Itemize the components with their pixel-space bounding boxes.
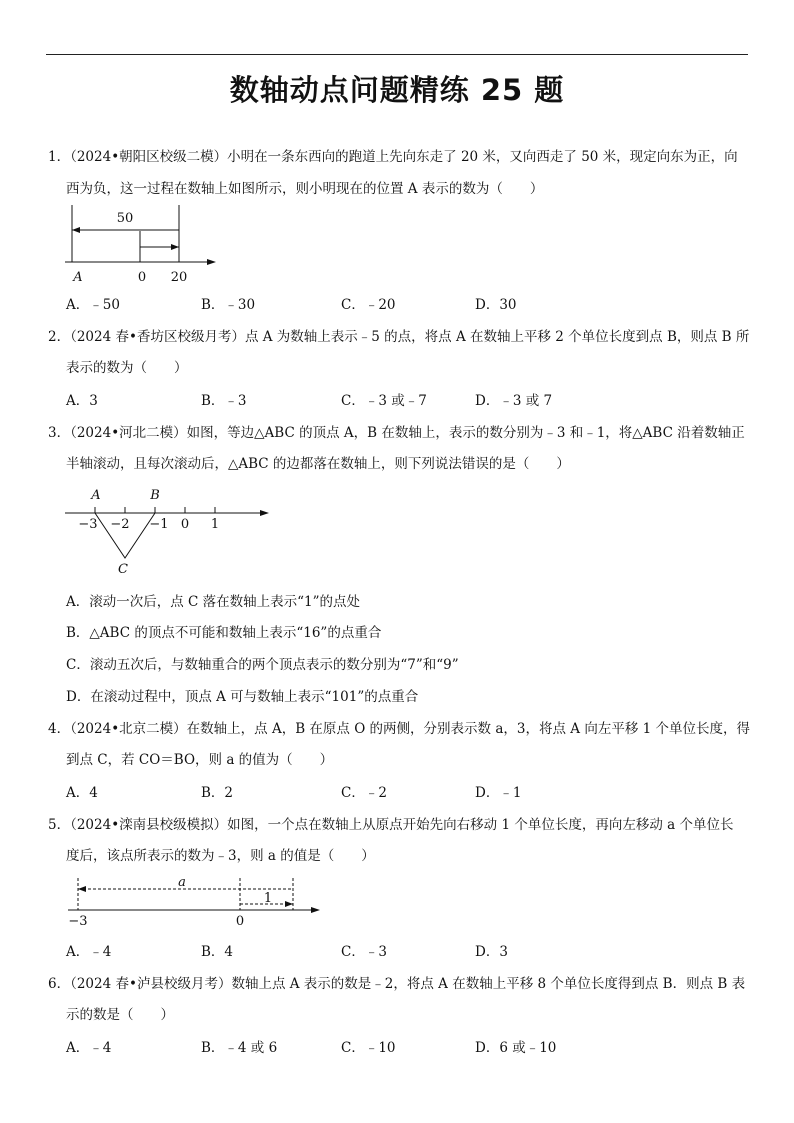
q5-tick-neg3: −3: [68, 914, 88, 929]
q5-option-b: B．4: [201, 944, 234, 960]
q6-option-d: D．6 或﹣10: [475, 1040, 557, 1056]
q4-line-1: 4．（2024•北京二模）在数轴上，点 A，B 在原点 O 的两侧，分别表示数 a，3，将点 A 向左平移 1 个单位长度，得: [48, 721, 750, 737]
q3-tick-1: 1: [210, 517, 220, 532]
q1-label-a: A: [73, 270, 83, 285]
q3-vertex-a: A: [91, 488, 101, 503]
q3-option-d: D．在滚动过程中，顶点 A 可与数轴上表示“101”的点重合: [66, 689, 419, 705]
q4-option-b: B．2: [201, 785, 234, 801]
q2-line-2: 表示的数为（ ）: [66, 360, 188, 376]
q1-option-b: B．﹣30: [201, 297, 256, 313]
q6-line-2: 示的数是（ ）: [66, 1007, 174, 1023]
q4-option-a: A．4: [66, 785, 98, 801]
q1-number-line-figure: [60, 205, 230, 285]
q5-option-a: A．﹣4: [66, 944, 112, 960]
q5-label-a: a: [178, 875, 186, 890]
q3-line-1: 3．（2024•河北二模）如图，等边△ABC 的顶点 A，B 在数轴上，表示的数分别为﹣3 和﹣1，将△ABC 沿着数轴正: [48, 425, 745, 441]
q3-tick-0: 0: [180, 517, 190, 532]
q1-label-50: 50: [116, 211, 134, 226]
q5-number-line-figure: [60, 873, 330, 933]
q1-tick-0: 0: [137, 270, 147, 285]
q5-line-1: 5．（2024•滦南县校级模拟）如图，一个点在数轴上从原点开始先向右移动 1 个单位长度，再向左移动 a 个单位长: [48, 817, 734, 833]
q3-vertex-b: B: [150, 488, 160, 503]
q5-label-1: 1: [263, 891, 273, 906]
q1-option-d: D．30: [475, 297, 517, 313]
q3-line-2: 半轴滚动，且每次滚动后，△ABC 的边都落在数轴上，则下列说法错误的是（ ）: [66, 456, 570, 472]
q4-option-c: C．﹣2: [341, 785, 387, 801]
q2-line-1: 2．（2024 春•香坊区校级月考）点 A 为数轴上表示﹣5 的点，将点 A 在数轴上平移 2 个单位长度到点 B，则点 B 所: [48, 329, 750, 345]
q5-line-2: 度后，该点所表示的数为﹣3，则 a 的值是（ ）: [66, 848, 375, 864]
q1-option-c: C．﹣20: [341, 297, 396, 313]
q3-tick-neg1: −1: [149, 517, 169, 532]
q3-tick-neg3: −3: [78, 517, 98, 532]
q2-option-b: B．﹣3: [201, 393, 247, 409]
q3-option-b: B．△ABC 的顶点不可能和数轴上表示“16”的点重合: [66, 625, 382, 641]
q6-option-c: C．﹣10: [341, 1040, 396, 1056]
q4-option-d: D．﹣1: [475, 785, 522, 801]
q1-line-2: 西为负，这一过程在数轴上如图所示，则小明现在的位置 A 表示的数为（ ）: [66, 181, 544, 197]
q2-option-c: C．﹣3 或﹣7: [341, 393, 427, 409]
q1-option-a: A．﹣50: [66, 297, 120, 313]
q3-tick-neg2: −2: [110, 517, 130, 532]
q5-option-c: C．﹣3: [341, 944, 387, 960]
q2-option-a: A．3: [66, 393, 98, 409]
q2-option-d: D．﹣3 或 7: [475, 393, 553, 409]
q5-option-d: D．3: [475, 944, 508, 960]
q1-line-1: 1．（2024•朝阳区校级二模）小明在一条东西向的跑道上先向东走了 20 米，又向西走了 50 米，现定向东为正，向: [48, 149, 738, 165]
q4-line-2: 到点 C，若 CO＝BO，则 a 的值为（ ）: [66, 752, 334, 768]
header-rule: [46, 54, 748, 55]
q3-triangle-figure: [60, 485, 280, 580]
q6-option-a: A．﹣4: [66, 1040, 112, 1056]
q6-option-b: B．﹣4 或 6: [201, 1040, 278, 1056]
q3-option-c: C．滚动五次后，与数轴重合的两个顶点表示的数分别为“7”和“9”: [66, 657, 459, 673]
q1-tick-20: 20: [170, 270, 188, 285]
page-title: 数轴动点问题精练 25 题: [229, 73, 565, 107]
q3-vertex-c: C: [118, 562, 128, 577]
q5-tick-0: 0: [235, 914, 245, 929]
q6-line-1: 6．（2024 春•泸县校级月考）数轴上点 A 表示的数是﹣2，将点 A 在数轴上平移 8 个单位长度得到点 B．则点 B 表: [48, 976, 746, 992]
q3-option-a: A．滚动一次后，点 C 落在数轴上表示“1”的点处: [66, 594, 361, 610]
